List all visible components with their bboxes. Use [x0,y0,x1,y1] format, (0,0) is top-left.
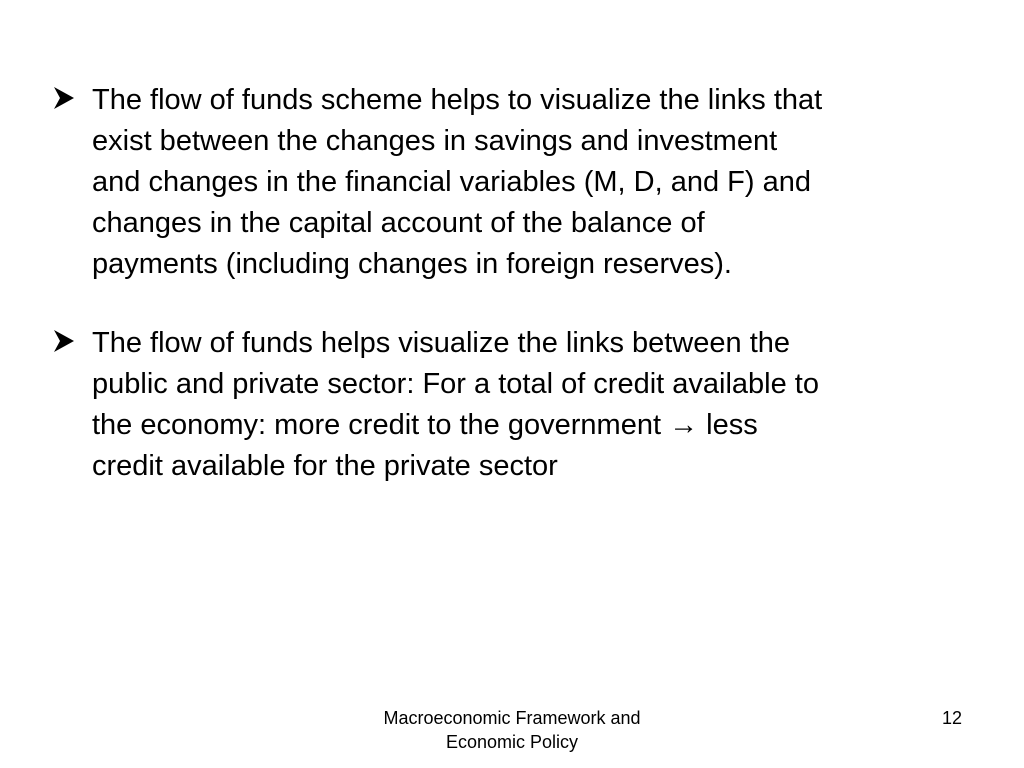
arrowhead-bullet-icon [52,80,92,126]
bullet-list [52,80,972,487]
bullet-item [52,323,972,487]
arrowhead-bullet-icon [52,323,92,369]
bullet-item [52,80,972,285]
bullet-text: The flow of funds helps visualize the links between the public and private sector: For a total of credit available to the economy: more credit to the government → less credit available for the private sector [92,327,819,482]
page-number: 12 [941,708,962,728]
bullet-text: The flow of funds scheme helps to visualize the links that exist between the changes in savings and investment and changes in the financial variables (M, D, and F) and changes in the capital account of the balance of payments (including changes in foreign reserves). [92,84,823,280]
footer-title: Macroeconomic Framework and Economic Policy [383,708,641,752]
